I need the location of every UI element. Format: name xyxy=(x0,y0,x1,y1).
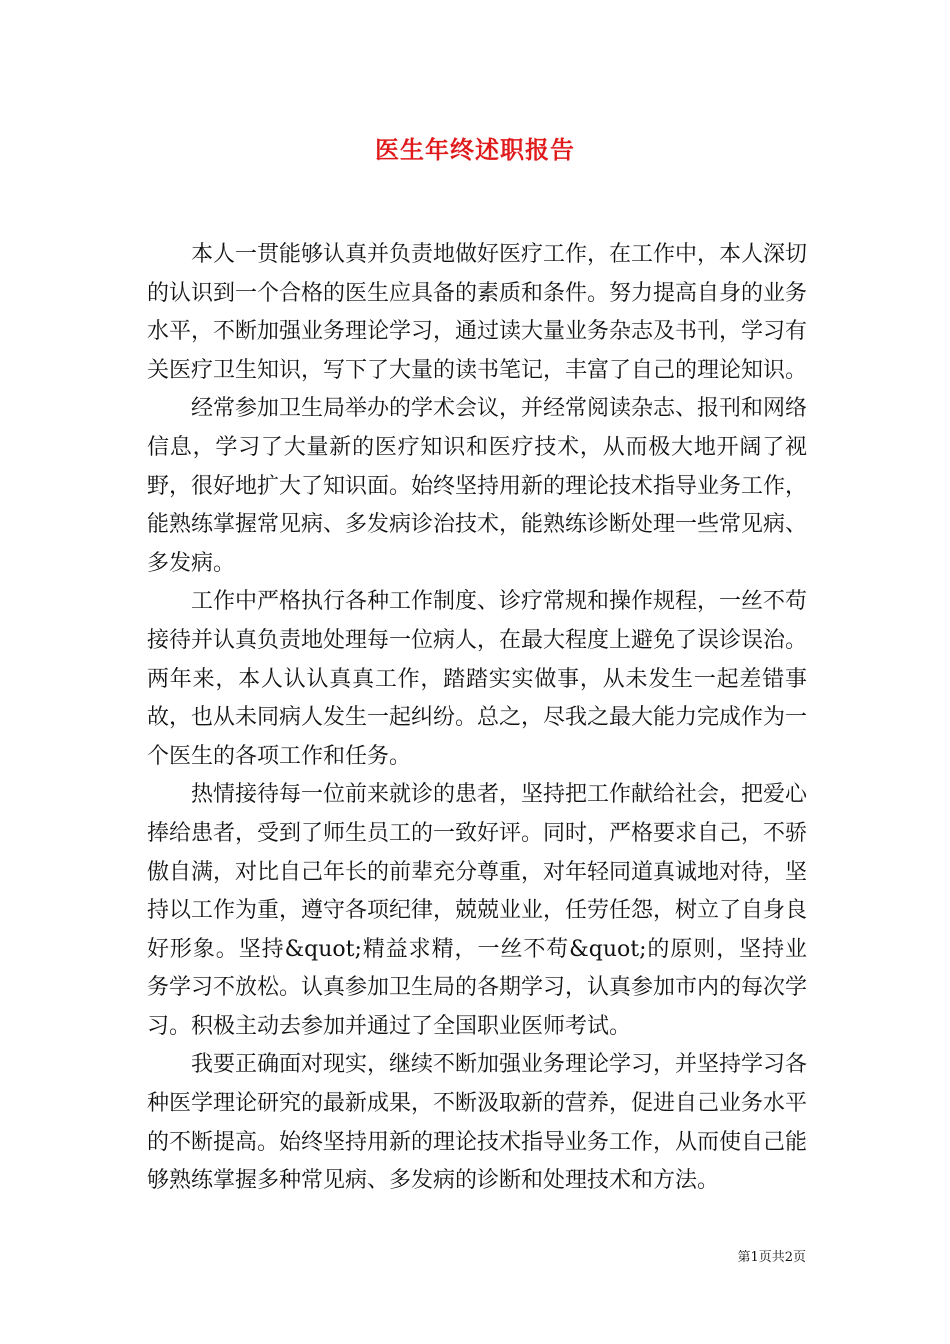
paragraph-2: 经常参加卫生局举办的学术会议，并经常阅读杂志、报刊和网络信息，学习了大量新的医疗知识和医疗技术，从而极大地开阔了视野，很好地扩大了知识面。始终坚持用新的理论技术指导业务工作，能熟练掌握常见病、多发病诊治技术，能熟练诊断处理一些常见病、多发病。 xyxy=(147,396,808,576)
document-title: 医生年终述职报告 xyxy=(375,135,575,164)
page-number: 第1页共2页 xyxy=(737,1250,806,1265)
paragraph-4: 热情接待每一位前来就诊的患者，坚持把工作献给社会，把爱心捧给患者，受到了师生员工的一致好评。同时，严格要求自己，不骄傲自满，对比自己年长的前辈充分尊重，对年轻同道真诚地对待，坚持以工作为重，遵守各项纪律，兢兢业业，任劳任怨，树立了自身良好形象。坚持&quot;精益求精，一丝不苟&quot;的原则，坚持业务学习不放松。认真参加卫生局的各期学习，认真参加市内的每次学习。积极主动去参加并通过了全国职业医师考试。 xyxy=(147,782,808,1039)
paragraph-5: 我要正确面对现实，继续不断加强业务理论学习，并坚持学习各种医学理论研究的最新成果，不断汲取新的营养，促进自己业务水平的不断提高。始终坚持用新的理论技术指导业务工作，从而使自己能够熟练掌握多种常见病、多发病的诊断和处理技术和方法。 xyxy=(147,1052,808,1194)
paragraph-3: 工作中严格执行各种工作制度、诊疗常规和操作规程，一丝不苟接待并认真负责地处理每一位病人，在最大程度上避免了误诊误治。两年来，本人认认真真工作，踏踏实实做事，从未发生一起差错事故，也从未同病人发生一起纠纷。总之，尽我之最大能力完成作为一个医生的各项工作和任务。 xyxy=(147,589,808,769)
paragraph-1: 本人一贯能够认真并负责地做好医疗工作，在工作中，本人深切的认识到一个合格的医生应具备的素质和条件。努力提高自身的业务水平，不断加强业务理论学习，通过读大量业务杂志及书刊，学习有关医疗卫生知识，写下了大量的读书笔记，丰富了自己的理论知识。 xyxy=(147,242,808,383)
document-body xyxy=(147,236,807,1201)
